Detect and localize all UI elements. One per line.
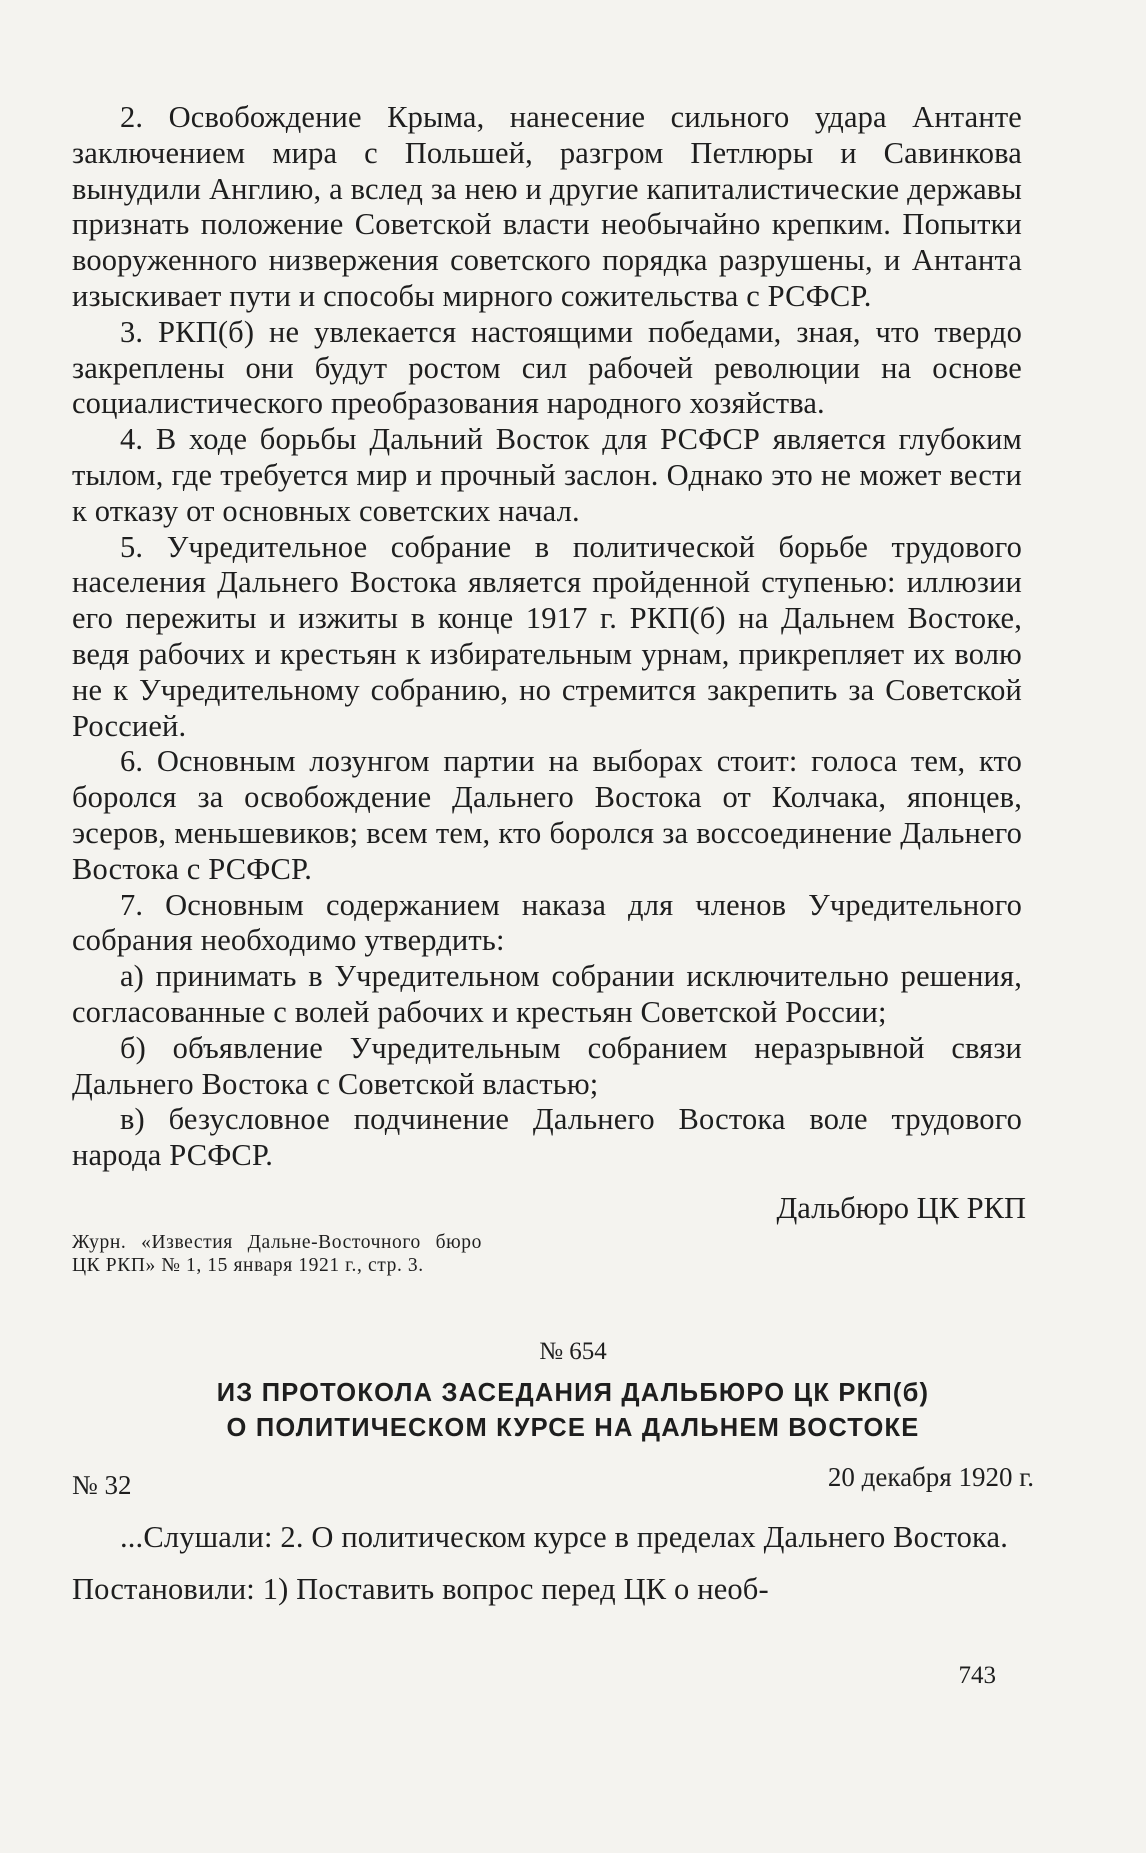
protocol-number: № 32 [72, 1470, 132, 1500]
paragraph-4: 4. В ходе борьбы Дальний Восток для РСФСР является глубоким тылом, где требуется мир и прочный заслон. Однако это не может вести к отказу от основных советских начал. [72, 422, 1022, 528]
protocol-date: 20 декабря 1920 г. [827, 1462, 1034, 1492]
signature: Дальбюро ЦК РКП [776, 1191, 1026, 1225]
paragraph-6: 6. Основным лозунгом партии на выборах стоит: голоса тем, кто боролся за освобождение Дальнего Востока от Колчака, японцев, эсеров, меньшевиков; всем тем, кто боролся за воссоединение Дальнего Востока с РСФСР. [72, 744, 1022, 886]
title-line-2: О ПОЛИТИЧЕСКОМ КУРСЕ НА ДАЛЬНЕМ ВОСТОКЕ [226, 1414, 920, 1442]
item-a: а) принимать в Учредительном собрании исключительно решения, согласованные с волей рабочих и крестьян Советской России; [72, 959, 1022, 1029]
paragraph-7: 7. Основным содержанием наказа для членов Учредительного собрания необходимо утвердить: [72, 887, 1022, 958]
paragraph-2: 2. Освобождение Крыма, нанесение сильного удара Антанте заключением мира с Польшей, разгром Петлюры и Савинкова вынудили Англию, а вслед за нею и другие капиталистические державы признать положение Советской власти необычайно крепким. Попытки вооруженного низвержения советского порядка разрушены, и Антанта изыскивает пути и способы мирного сожительства с РСФСР. [72, 100, 1022, 313]
title-line-1: ИЗ ПРОТОКОЛА ЗАСЕДАНИЯ ДАЛЬБЮРО ЦК РКП(б) [216, 1379, 930, 1407]
page-number: 743 [958, 1662, 996, 1689]
source-citation: Журн. «Известия Дальне-Восточного бюро ЦК РКП» № 1, 15 января 1921 г., стр. 3. [72, 1232, 482, 1276]
heard-paragraph: ...Слушали: 2. О политическом курсе в пределах Дальнего Востока. [120, 1520, 1008, 1554]
item-v: в) безусловное подчинение Дальнего Востока воле трудового народа РСФСР. [72, 1102, 1022, 1173]
document-number: № 654 [539, 1338, 607, 1365]
resolved-paragraph: Постановили: 1) Поставить вопрос перед ЦК о необ- [72, 1572, 769, 1606]
paragraph-3: 3. РКП(б) не увлекается настоящими победами, зная, что твердо закреплены они будут ростом сил рабочей революции на основе социалистического преобразования народного хозяйства. [72, 314, 1022, 421]
document-title [72, 1376, 1074, 1446]
item-b: б) объявление Учредительным собранием неразрывной связи Дальнего Востока с Советской властью; [72, 1030, 1022, 1101]
main-text [72, 100, 1022, 1174]
paragraph-5: 5. Учредительное собрание в политической борьбе трудового населения Дальнего Востока является пройденной ступенью: иллюзии его пережиты и изжиты в конце 1917 г. РКП(б) на Дальнем Востоке, ведя рабочих и крестьян к избирательным урнам, прикрепляет их волю не к Учредительному собранию, но стремится закрепить за Советской Россией. [72, 529, 1022, 743]
protocol-text [72, 1519, 1022, 1607]
